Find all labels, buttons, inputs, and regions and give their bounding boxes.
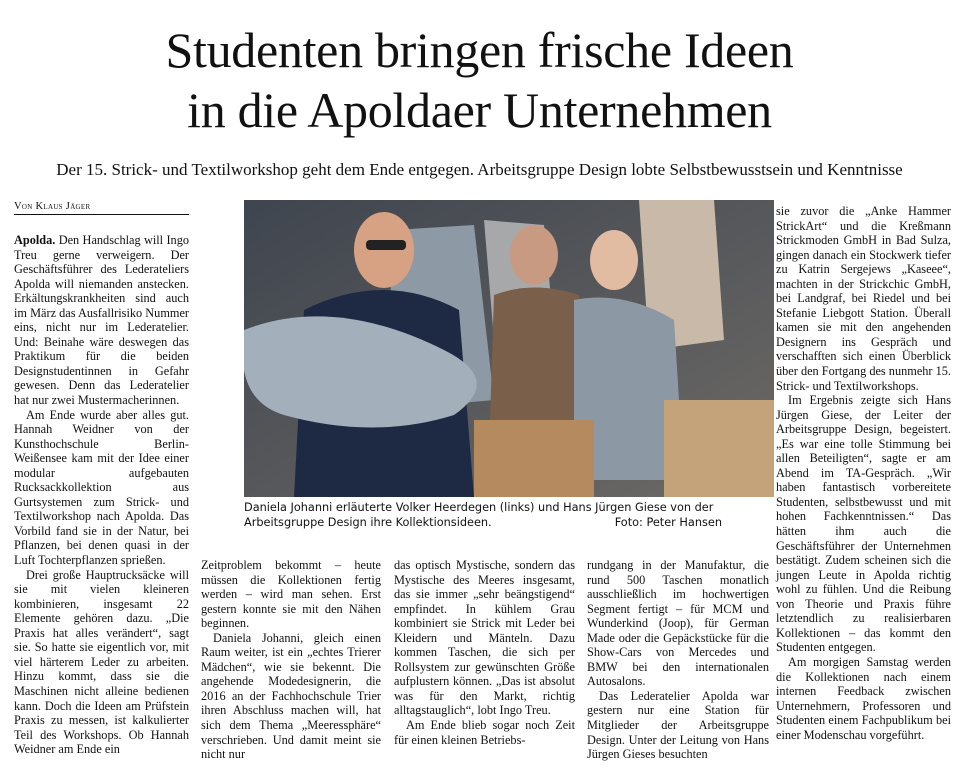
paragraph: Daniela Johanni, gleich einen Raum weiter, ist ein „echtes Trierer Mädchen“, wie sie bekennt. Die angehende Modedesignerin, die 2016 an der Fachhochschule Trier ihren Abschluss machen will, hat sich dem Thema „Meeressphäre“ verschrieben. Und damit meint sie nicht nur xyxy=(201,630,381,762)
byline: Von Klaus Jäger xyxy=(14,201,189,215)
subheadline: Der 15. Strick- und Textilworkshop geht dem Ende entgegen. Arbeitsgruppe Design lobte Selbstbewusstsein und Kenntnisse xyxy=(56,160,903,179)
headline-line-1: Studenten bringen frische Ideen xyxy=(165,22,794,78)
article-photo xyxy=(244,200,774,497)
photo-caption xyxy=(244,500,774,530)
column-2 xyxy=(201,558,381,762)
caption-text: Daniela Johanni erläuterte Volker Heerdegen (links) und Hans Jürgen Giese von der Arbeitsgruppe Design ihre Kollektionsideen. xyxy=(244,501,714,529)
paragraph: das optisch Mystische, sondern das Mystische des Meeres insgesamt, das sie immer „sehr beängstigend“ empfindet. In kühlem Grau kombiniert sie Strick mit Leder bei Kleidern und Mänteln. Dazu kommen Taschen, die sich per Rollsystem zur gewünschten Größe aufplustern können. „Das ist absolut was für den Markt, richtig alltagstauglich“, lobt Ingo Treu. xyxy=(394,558,575,718)
column-1 xyxy=(14,233,189,757)
paragraph: Im Ergebnis zeigte sich Hans Jürgen Giese, der Leiter der Arbeitsgruppe Design, begeistert. „Es war eine tolle Stimmung bei allen Beteiligten“, sagte er am Abend im TA-Gespräch. „Wir haben fantastisch vorbereitete Studenten, selbstbewusst und mit hohen Fachkenntnissen.“ Das hätten ihm auch die Geschäftsführer der Unternehmen bestätigt. Zudem scheinen sich die jungen Leute in Apolda richtig wohl zu fühlen. Und die Reibung von Theorie und Praxis führe letztendlich zu realisierbaren Kollektionen – das kommt den Studenten entgegen. xyxy=(776,393,951,655)
headline xyxy=(0,20,959,140)
column-3 xyxy=(394,558,575,747)
column-5 xyxy=(776,204,951,742)
photo-credit: Foto: Peter Hansen xyxy=(614,516,722,529)
photo-illustration xyxy=(244,200,774,497)
paragraph: Am Ende blieb sogar noch Zeit für einen kleinen Betriebs- xyxy=(394,718,575,747)
paragraph: Das Lederatelier Apolda war gestern nur eine Station für Mitglieder der Arbeitsgruppe Design. Unter der Leitung von Hans Jürgen Gieses besuchten xyxy=(587,688,769,762)
paragraph: sie zuvor die „Anke Hammer StrickArt“ und die Kreßmann Strickmoden GmbH in Bad Sulza, gingen danach ein Stockwerk tiefer zu Katrin Sergejews „Kaseee“, machten in der Strickchic GmbH, bei Landgraf, bei Riedel und bei Stefanie Liebgott Station. Überall kamen sie mit den angehenden Designern ins Gespräch und verschafften sich einen Überblick über den Fortgang des nunmehr 15. Strick- und Textilworkshops. xyxy=(776,204,951,393)
dateline: Apolda. xyxy=(14,233,56,247)
paragraph xyxy=(14,233,189,408)
headline-line-2: in die Apoldaer Unternehmen xyxy=(187,82,772,138)
column-4 xyxy=(587,558,769,762)
paragraph-text: Den Handschlag will Ingo Treu gerne verweigern. Der Geschäftsführer des Lederateliers Apolda will niemanden anstecken. Erkältungskrankheiten sind auch im März das Ausfallrisiko Nummer eins, nicht nur im Lederatelier. Und: Beinahe wäre deswegen das Praktikum für die beiden Designstudentinnen in Gefahr gewesen. Denn das Lederatelier hat nur zwei Mustermacherinnen. xyxy=(14,233,189,408)
paragraph: rundgang in der Manufaktur, die rund 500 Taschen monatlich ausschließlich im hochwertigen Segment fertigt – für MCM und Wunderkind (Joop), für German Made oder die Gepäckstücke für die Show-Cars von Mercedes und BMW bei den internationalen Autosalons. xyxy=(587,558,769,689)
paragraph: Am morgigen Samstag werden die Kollektionen nach einem internen Feedback zwischen Unternehmern, Professoren und Studenten einem Fachpublikum bei einer Modenschau vorgeführt. xyxy=(776,654,951,742)
paragraph: Drei große Hauptrucksäcke will sie mit vielen kleineren kombinieren, insgesamt 22 Elemente gehören dazu. „Die Praxis hat alles verändert“, sagt sie. So hatte sie eigentlich vor, mit viel härterem Leder zu arbeiten. Hinzu kommt, dass sie die Maschinen nicht alleine bedienen kann. Doch die Ideen am Prüfstein Praxis zu messen, ist kalkulierter Teil des Workshops. Ob Hannah Weidner am Ende ein xyxy=(14,567,189,757)
paragraph: Am Ende wurde aber alles gut. Hannah Weidner von der Kunsthochschule Berlin-Weißensee kam mit der Idee einer modular aufgebauten Rucksackkollektion aus Gurtsystemen zum Strick- und Textilworkshop nach Apolda. Das Vorbild fand sie in der Natur, bei Pflanzen, bei denen quasi in der Luft Tochterpflanzen sprießen. xyxy=(14,407,189,568)
paragraph: Zeitproblem bekommt – heute müssen die Kollektionen fertig werden – wird man sehen. Erst gestern konnte sie mit den Nähen beginnen. xyxy=(201,558,381,631)
